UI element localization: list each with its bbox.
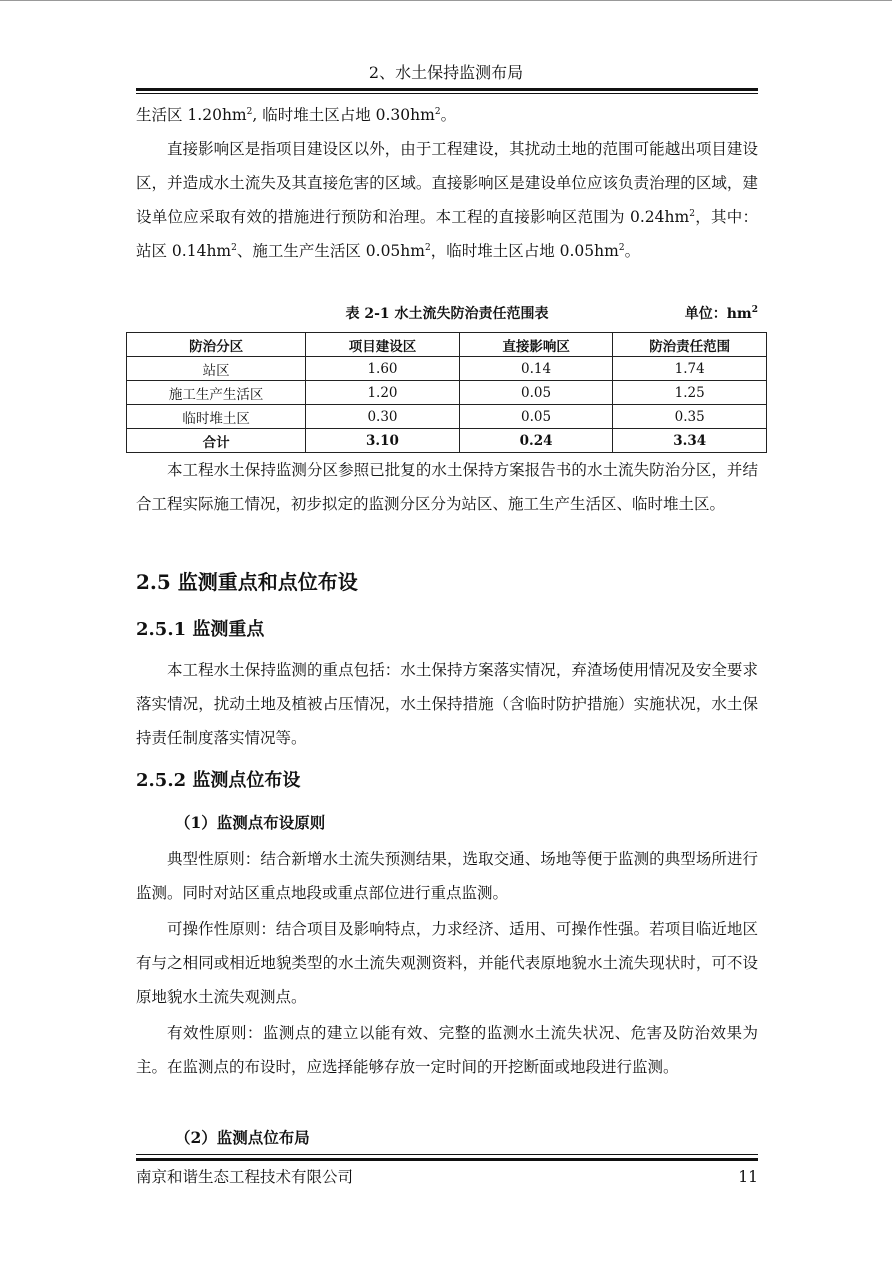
table-cell: 1.74 <box>613 357 767 381</box>
table-cell: 0.05 <box>459 381 613 405</box>
running-header: 2、水土保持监测布局 <box>368 63 524 82</box>
paragraph-direct-impact-area: 直接影响区是指项目建设区以外，由于工程建设，其扰动土地的范围可能越出项目建设区，并造成水土流失及其直接危害的区域。直接影响区是建设单位应该负责治理的区域，建设单位应采取有效的措施进行预防和治理。本工程的直接影响区范围为 $0.24hm^2$，其中：站区 $0.14hm^2$、施工生产生活区 $0.05hm^2$，临时堆土区占地 $0.05hm^2$。 <box>136 140 758 260</box>
table-cell: 1.60 <box>306 357 460 381</box>
page-top-border <box>0 0 892 1</box>
table-total-row <box>127 429 767 453</box>
table-cell: 合计 <box>127 429 306 453</box>
table-row <box>127 357 767 381</box>
paragraph-typicality-principle: 典型性原则：结合新增水土流失预测结果，选取交通、场地等便于监测的典型场所进行监测。同时对站区重点地段或重点部位进行重点监测。 <box>136 850 758 902</box>
table-cell: 1.25 <box>613 381 767 405</box>
table-header-row <box>127 333 767 357</box>
table-cell: 0.14 <box>459 357 613 381</box>
table-cell: 3.10 <box>306 429 460 453</box>
table-header-cell: 防治责任范围 <box>613 333 767 357</box>
table-unit: 单位：$hm^2$ <box>684 305 758 322</box>
table-cell: 0.05 <box>459 405 613 429</box>
table-cell: 3.34 <box>613 429 767 453</box>
table-caption-title: 表 2-1 水土流失防治责任范围表 <box>345 306 549 322</box>
table-header-cell: 项目建设区 <box>306 333 460 357</box>
item-heading-principles: （1）监测点布设原则 <box>175 813 326 832</box>
paragraph-monitoring-zones: 本工程水土保持监测分区参照已批复的水土保持方案报告书的水土流失防治分区，并结合工程实际施工情况，初步拟定的监测分区分为站区、施工生产生活区、临时堆土区。 <box>136 461 758 513</box>
table-cell: 1.20 <box>306 381 460 405</box>
table-header-cell: 直接影响区 <box>459 333 613 357</box>
header-rule-thin <box>136 93 758 94</box>
item-heading-layout: （2）监测点位布局 <box>175 1128 310 1147</box>
table-header-cell: 防治分区 <box>127 333 306 357</box>
table-cell: 站区 <box>127 357 306 381</box>
section-heading-2-5-1: 2.5.1 监测重点 <box>136 619 265 640</box>
section-heading-2-5: 2.5 监测重点和点位布设 <box>136 570 358 594</box>
table-cell: 临时堆土区 <box>127 405 306 429</box>
table-row <box>127 405 767 429</box>
paragraph-continuation: 生活区 $1.20hm^2$, 临时堆土区占地 $0.30hm^2$。 <box>136 106 457 124</box>
table-caption <box>136 303 758 325</box>
footer-rule-thin <box>136 1154 758 1155</box>
header-rule-thick <box>136 88 758 91</box>
table-cell: 0.24 <box>459 429 613 453</box>
page-number: 11 <box>738 1168 758 1186</box>
paragraph-monitoring-focus: 本工程水土保持监测的重点包括：水土保持方案落实情况，弃渣场使用情况及安全要求落实情况，扰动土地及植被占压情况，水土保持措施（含临时防护措施）实施状况，水土保持责任制度落实情况等。 <box>136 661 758 747</box>
table-cell: 施工生产生活区 <box>127 381 306 405</box>
paragraph-effectiveness-principle: 有效性原则：监测点的建立以能有效、完整的监测水土流失状况、危害及防治效果为主。在监测点的布设时，应选择能够存放一定时间的开挖断面或地段进行监测。 <box>136 1024 758 1076</box>
footer-company: 南京和谐生态工程技术有限公司 <box>136 1168 354 1186</box>
table-cell: 0.35 <box>613 405 767 429</box>
responsibility-table <box>126 332 767 453</box>
paragraph-operability-principle: 可操作性原则：结合项目及影响特点，力求经济、适用、可操作性强。若项目临近地区有与之相同或相近地貌类型的水土流失观测资料，并能代表原地貌水土流失现状时，可不设原地貌水土流失观测点。 <box>136 920 758 1006</box>
footer-rule-thick <box>136 1158 758 1161</box>
section-heading-2-5-2: 2.5.2 监测点位布设 <box>136 770 301 791</box>
table-cell: 0.30 <box>306 405 460 429</box>
table-row <box>127 381 767 405</box>
